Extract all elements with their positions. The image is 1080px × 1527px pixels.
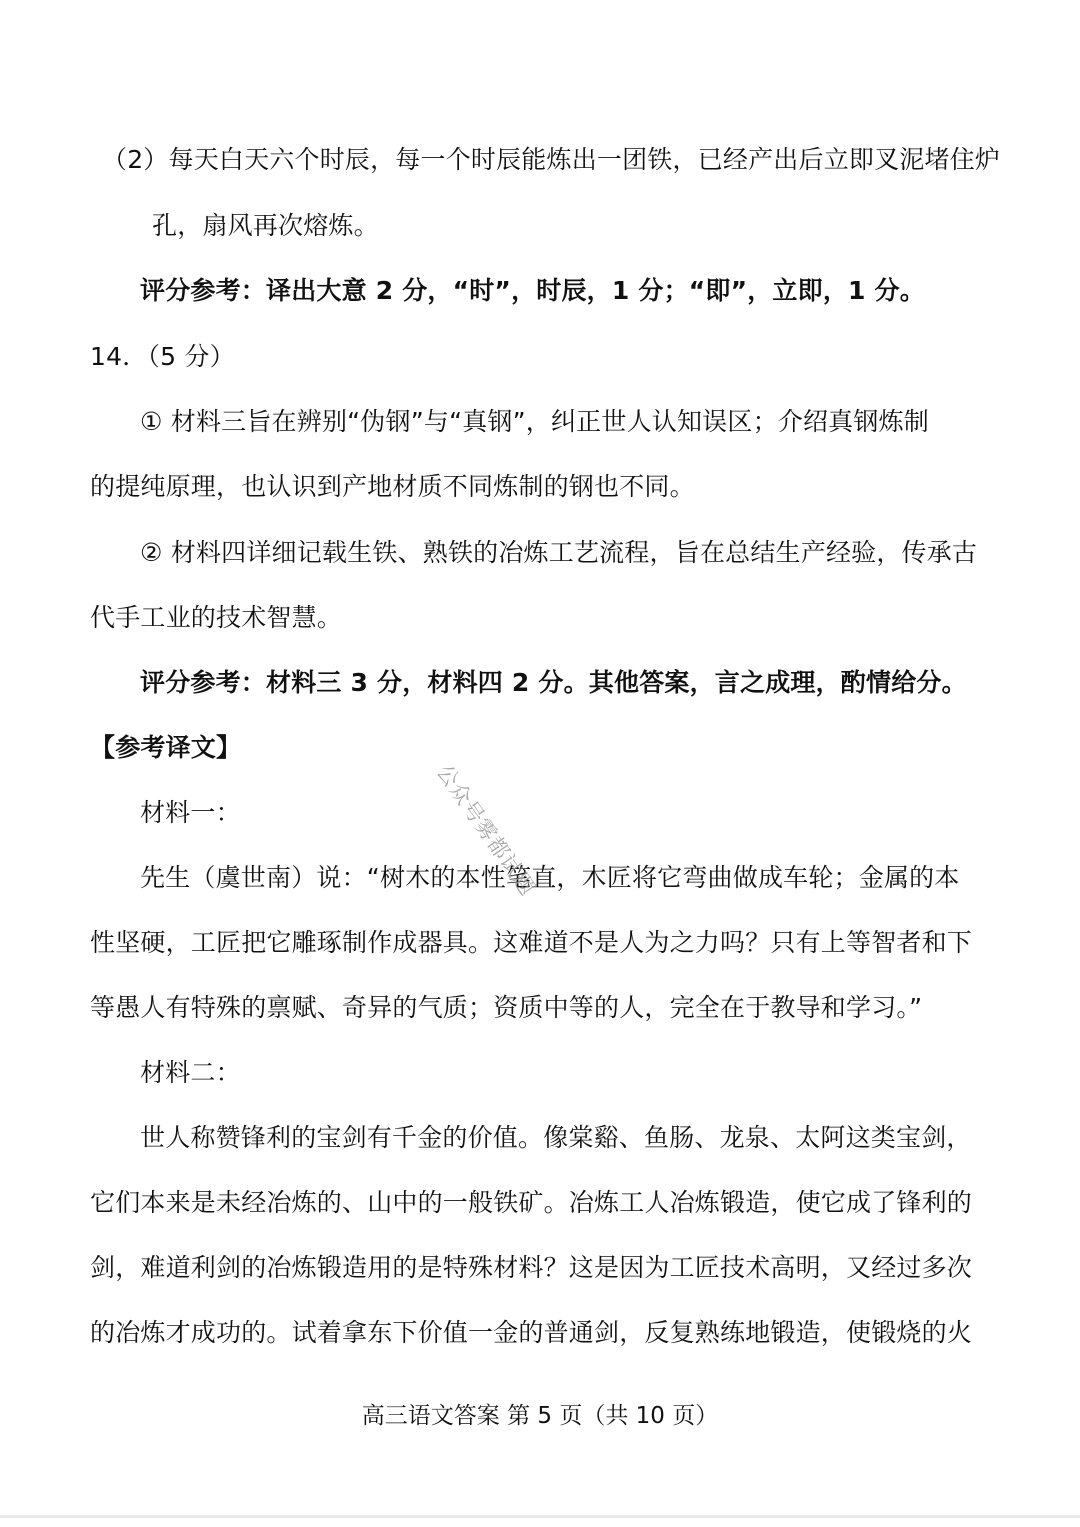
material-2-text-line-3: 剑，难道利剑的冶炼锻造用的是特殊材料？这是因为工匠技术高明，又经过多次 — [90, 1253, 973, 1282]
answer-14-point-2-line-1: ② 材料四详细记载生铁、熟铁的冶炼工艺流程，旨在总结生产经验，传承古 — [140, 538, 978, 567]
watermark-text: 公众号雾都试题 — [432, 760, 541, 901]
material-1-text-line-3: 等愚人有特殊的禀赋、奇异的气质；资质中等的人，完全在于教导和学习。” — [90, 993, 923, 1022]
question-14-heading: 14．（5 分） — [90, 342, 235, 371]
reference-translation-heading: 【参考译文】 — [90, 733, 242, 762]
page-bottom-edge — [0, 1515, 1080, 1518]
answer-13-2-line-2: 孔，扇风再次熔炼。 — [152, 211, 379, 240]
answer-13-2-line-1: （2）每天白天六个时辰，每一个时辰能炼出一团铁，已经产出后立即叉泥堵住炉 — [102, 145, 1001, 174]
answer-14-point-1-line-2: 的提纯原理，也认识到产地材质不同炼制的钢也不同。 — [90, 472, 695, 501]
material-2-text-line-2: 它们本来是未经冶炼的、山中的一般铁矿。冶炼工人冶炼锻造，使它成了锋利的 — [90, 1188, 973, 1217]
answer-14-point-1-line-1: ① 材料三旨在辨别“伪钢”与“真钢”，纠正世人认知误区；介绍真钢炼制 — [140, 407, 929, 436]
material-2-text-line-1: 世人称赞锋利的宝剑有千金的价值。像棠谿、鱼肠、龙泉、太阿这类宝剑， — [140, 1123, 972, 1152]
material-1-text-line-1: 先生（虞世南）说：“树木的本性笔直，木匠将它弯曲做成车轮；金属的本 — [140, 863, 960, 892]
page-footer: 高三语文答案 第 5 页（共 10 页） — [361, 1403, 719, 1429]
scoring-note-14: 评分参考：材料三 3 分，材料四 2 分。其他答案，言之成理，酌情给分。 — [140, 668, 967, 697]
material-1-text-line-2: 性坚硬，工匠把它雕琢制作成器具。这难道不是人为之力吗？只有上等智者和下 — [90, 928, 973, 957]
material-2-text-line-4: 的冶炼才成功的。试着拿东下价值一金的普通剑，反复熟练地锻造，使锻烧的火 — [90, 1318, 973, 1347]
material-1-label: 材料一： — [140, 798, 241, 827]
scoring-note-13-2: 评分参考：译出大意 2 分，“时”，时辰，1 分；“即”，立即，1 分。 — [140, 276, 925, 305]
answer-14-point-2-line-2: 代手工业的技术智慧。 — [90, 603, 343, 632]
material-2-label: 材料二： — [140, 1058, 241, 1087]
